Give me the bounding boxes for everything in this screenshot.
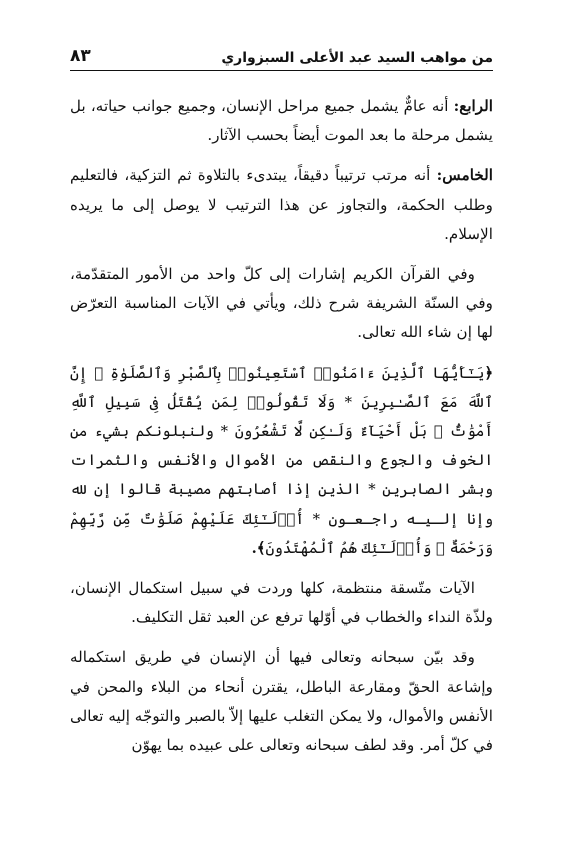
paragraph-text: أنه عامٌّ يشمل جميع مراحل الإنسان، وجميع جوانب حياته، بل يشمل مرحلة ما بعد الموت أيضاً بحسب الآثار. <box>70 97 493 145</box>
paragraph-trials: وقد بيّن سبحانه وتعالى فيها أن الإنسان في طريق استكماله وإشاعة الحقّ ومقارعة الباطل، يقترن أنحاء من البلاء والمحن في الأنفس والأموال، ولا يمكن التغلب عليها إلاّ بالصبر والتوجّه إليه تعالى في كلّ أمر. وقد لطف سبحانه وتعالى على عبيده بما يهوّن <box>70 648 493 755</box>
paragraph-lead: الرابع: <box>453 97 493 115</box>
page-number: ٨٣ <box>70 46 91 66</box>
paragraph-fifth <box>70 161 493 249</box>
quran-verses <box>70 359 493 563</box>
paragraph-lead: الخامس: <box>436 166 493 185</box>
page-header <box>70 40 493 71</box>
paragraph-text: أنه مرتب ترتيباً دقيقاً، يبتدىء بالتلاوة ثم التزكية، فالتعليم وطلب الحكمة، والتجاوز عن هذا الترتيب لا يوصل إلى ما يريده الإسلام. <box>70 166 493 243</box>
quran-close-bracket: ﴾. <box>251 539 266 557</box>
quran-verses-text: يَـٰٓأَيُّهَا ٱلَّذِينَ ءَامَنُوا۟ ٱسْتَعِينُوا۟ بِٱلصَّبْرِ وَٱلصَّلَوٰةِ ۚ إِنَّ ٱللَّهَ مَعَ ٱلصَّـٰبِرِينَ * وَلَا تَقُولُوا۟ لِمَن يُقْتَلُ فِى سَبِيلِ ٱللَّهِ أَمْوَٰتٌۢ ۚ بَلْ أَحْيَآءٌ وَلَـٰكِن لَّا تَشْعُرُونَ * ولنبلونكم بشيء من الخوف والجوع والنقص من الأموال والأنفس والثمرات وبشر الصابرين * الذين إذا أصابتهم مصيبة قالوا إن لله وإنا إلـيـه راجـعـون * أُو۟لَـٰٓئِكَ عَلَيْهِمْ صَلَوَٰتٌ مِّن رَّبِّهِمْ وَرَحْمَةٌ ۖ وَأُو۟لَـٰٓئِكَ هُمُ ٱلْمُهْتَدُونَ <box>70 364 493 557</box>
paragraph-fourth <box>70 92 493 150</box>
paragraph-verses-harmony: الآيات متّسقة منتظمة، كلها وردت في سبيل استكمال الإنسان، ولذّة النداء والخطاب في أوّلها ترفع عن العبد ثقل التكليف. <box>70 579 493 627</box>
paragraph-quran-intro: وفي القرآن الكريم إشارات إلى كلّ واحد من الأمور المتقدّمة، وفي السنّة الشريفة شرح ذلك، ويأتي في الآيات المناسبة التعرّض لها إن شاء الله تعالى. <box>70 265 493 342</box>
body-text <box>70 92 493 771</box>
running-title: من مواهب السيد عبد الأعلى السبزواري <box>221 50 493 66</box>
quran-open-bracket: ﴿ <box>484 364 493 382</box>
